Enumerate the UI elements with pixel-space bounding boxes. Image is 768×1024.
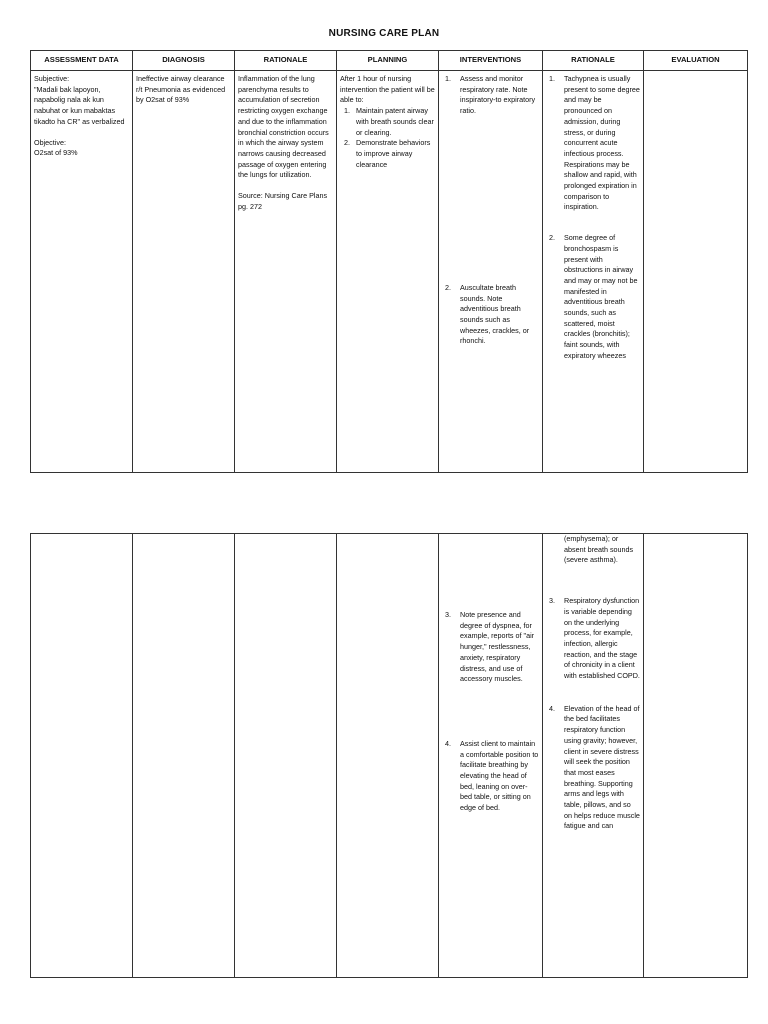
rationale-item-text: Respiratory dysfunction is variable depending on the underlying process, for example, infection, allergic reaction, and the stage of chronicity in a client with established COPD.	[564, 596, 640, 681]
rationale-item-text: Tachypnea is usually present to some degree and may be pronounced on admission, during stress, or during concurrent acute infectious process. Respirations may be shallow and rapid, with prolonged expiration in comparison to inspiration.	[564, 74, 640, 212]
intervention-text: Note presence and degree of dyspnea, for example, reports of "air hunger," restlessness, anxiety, respiratory distress, and use of accessory muscles.	[460, 610, 535, 684]
planning-cell	[337, 71, 439, 473]
page-title: NURSING CARE PLAN	[328, 28, 440, 39]
rationale-number: 2.	[549, 233, 555, 243]
table-row	[31, 71, 748, 473]
header-diagnosis: DIAGNOSIS	[133, 51, 235, 71]
rationale-text: Inflammation of the lung parenchyma results to accumulation of secretion restricting oxygen exchange and due to the inflammation bronchial constriction occurs in which the airway system narrows causing decreased passage of oxygen entering the lungs for utilization.	[238, 74, 329, 180]
rationale-item	[547, 74, 640, 213]
planning-intro: After 1 hour of nursing intervention the patient will be able to:	[340, 74, 435, 105]
evaluation-cell	[644, 534, 748, 978]
rationale-item	[547, 596, 640, 682]
assessment-cell	[31, 534, 133, 978]
intervention-number: 2.	[445, 282, 451, 292]
diagnosis-cell	[133, 71, 235, 473]
intervention-number: 3.	[445, 610, 451, 619]
header-interventions: INTERVENTIONS	[439, 51, 543, 71]
rationale-item-text: Some degree of bronchospasm is present with obstructions in airway and may or may not be manifested in adventitious breath sounds, such as scattered, moist crackles (bronchitis); faint sounds, with expiratory wheezes	[564, 233, 638, 360]
header-evaluation: EVALUATION	[644, 51, 748, 71]
planning-cell	[337, 534, 439, 978]
objective-text: O2sat of 93%	[34, 148, 78, 158]
intervention-text: Assess and monitor respiratory rate. Note inspiratory-to expiratory ratio.	[460, 74, 536, 116]
rationale-cell	[235, 534, 337, 978]
care-plan-table-page-2	[30, 533, 748, 978]
header-assessment-data: ASSESSMENT DATA	[31, 51, 133, 71]
intervention-text: Assist client to maintain a comfortable position to facilitate breathing by elevating the head of bed, leaning on over-bed table, or sitting on edge of bed.	[460, 738, 539, 813]
intervention-number: 4.	[445, 738, 451, 748]
table-row	[31, 534, 748, 978]
intervention-text: Auscultate breath sounds. Note adventitious breath sounds such as wheezes, crackles, or rhonchi.	[460, 282, 530, 346]
rationale-number: 1.	[549, 74, 555, 83]
intervention-number: 1.	[445, 74, 451, 83]
planning-item-number: 1.	[344, 106, 350, 116]
care-plan-table-page-1	[30, 50, 748, 473]
rationale-item-text: Elevation of the head of the bed facilitates respiratory function using gravity; however, client in severe distress will seek the position that most eases breathing. Supporting arms and legs with table, pillows, and so on helps reduce muscle fatigue and can	[564, 703, 640, 831]
intervention-item	[443, 283, 539, 347]
rationale-2-cell	[543, 534, 644, 978]
assessment-cell	[31, 71, 133, 473]
interventions-cell	[439, 534, 543, 978]
rationale-number: 3.	[549, 596, 555, 606]
intervention-item	[443, 739, 539, 814]
diagnosis-cell	[133, 534, 235, 978]
planning-item-text: Maintain patent airway with breath sounds clear or clearing.	[356, 106, 434, 137]
rationale-cell	[235, 71, 337, 473]
header-row	[31, 51, 748, 71]
intervention-item	[443, 74, 539, 117]
subjective-label: Subjective:	[34, 74, 70, 83]
planning-item	[340, 138, 435, 170]
evaluation-cell	[644, 71, 748, 473]
objective-label: Objective:	[34, 137, 66, 147]
header-planning: PLANNING	[337, 51, 439, 71]
planning-item-text: Demonstrate behaviors to improve airway clearance	[356, 138, 431, 169]
header-rationale: RATIONALE	[235, 51, 337, 71]
diagnosis-text: Ineffective airway clearance r/t Pneumonia as evidenced by O2sat of 93%	[136, 74, 226, 105]
rationale-item	[547, 704, 640, 832]
interventions-cell	[439, 71, 543, 473]
planning-item	[340, 106, 435, 138]
rationale-2-cell	[543, 71, 644, 473]
rationale-source: Source: Nursing Care Plans pg. 272	[238, 191, 328, 211]
intervention-item	[443, 610, 539, 685]
planning-item-number: 2.	[344, 138, 350, 148]
rationale-item-text: (emphysema); or absent breath sounds (severe asthma).	[564, 534, 634, 565]
rationale-item	[547, 233, 640, 361]
rationale-number: 4.	[549, 703, 555, 713]
header-rationale-2: RATIONALE	[543, 51, 644, 71]
subjective-text: "Madali bak lapoyon, napabolig nala ak kun nabuhat or kun mabaktas tikadto ha CR" as verbalized	[34, 84, 125, 126]
rationale-item-continued	[547, 534, 640, 566]
